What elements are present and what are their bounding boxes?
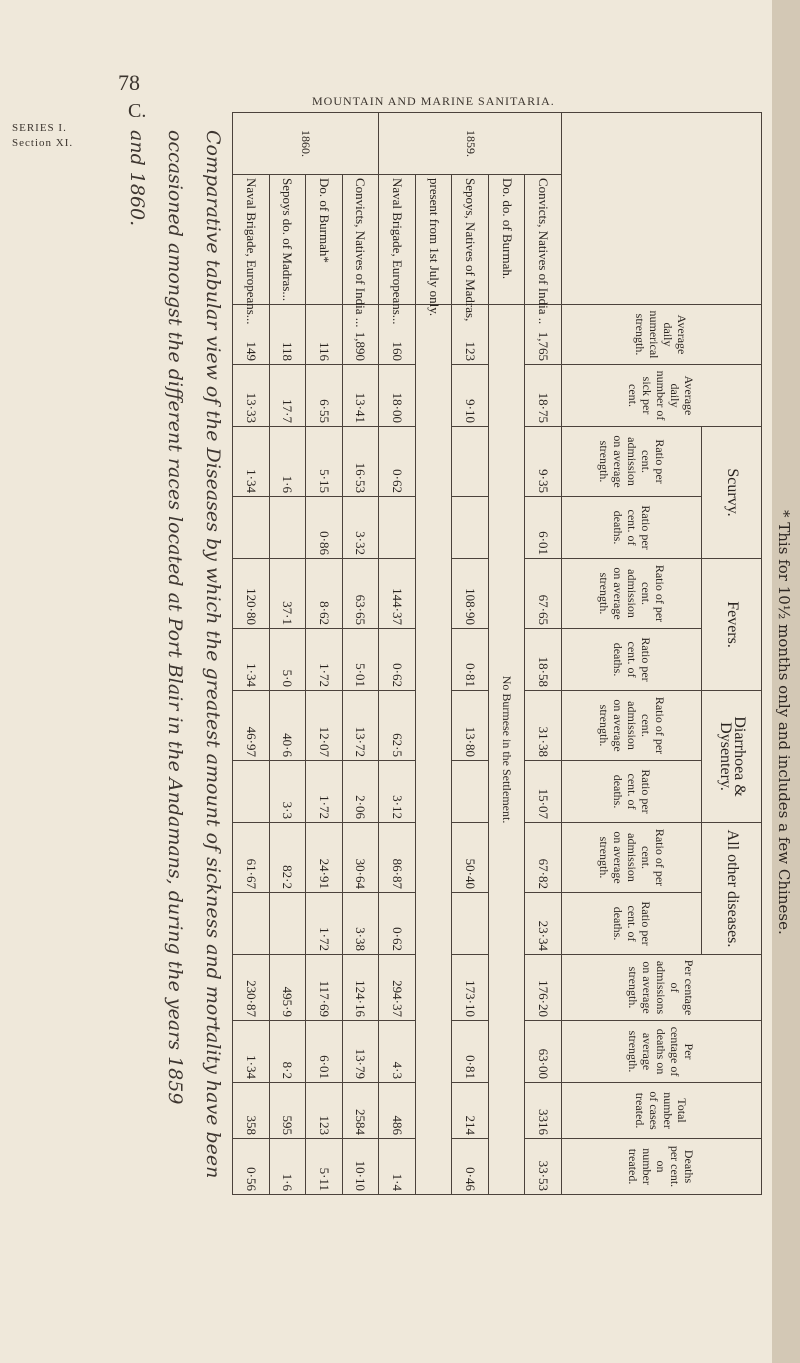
group-fevers: Fevers.: [702, 559, 762, 691]
title-line-2: occasioned amongst the different races located at Port Blair in the Andamans, during the years 1859: [164, 130, 186, 1105]
cell-scurvy-adm: 0·62: [379, 427, 416, 497]
cell-other-adm: 30·64: [342, 823, 379, 893]
cell-diarr-adm: 13·80: [452, 691, 489, 761]
cell-scurvy-dth: [269, 497, 306, 559]
cell-fevers-dth: 5·0: [269, 629, 306, 691]
cell-other-adm: 86·87: [379, 823, 416, 893]
cell-fevers-adm: 67·65: [525, 559, 562, 629]
title-line-3: and 1860.: [126, 130, 148, 227]
cell-diarr-dth: [233, 761, 270, 823]
cell-deaths: 5·11: [306, 1139, 343, 1195]
cell-total-adm: 173·10: [452, 955, 489, 1021]
cell-fevers-adm: 63·65: [342, 559, 379, 629]
cell-deaths: 0·46: [452, 1139, 489, 1195]
cell-diarr-adm: 40·6: [269, 691, 306, 761]
col-fevers-adm: Ratio of per cent. admission on average strength.: [561, 559, 701, 629]
cell-total-dth: 13·79: [342, 1021, 379, 1083]
cell-strength: 1,765: [525, 305, 562, 365]
cell-total-cases: 595: [269, 1083, 306, 1139]
cell-diarr-adm: 46·97: [233, 691, 270, 761]
cell-total-cases: 2584: [342, 1083, 379, 1139]
table-row: [342, 113, 379, 1195]
table-row: [415, 113, 452, 1195]
table-row: [488, 113, 525, 1195]
row-label: Sepoys, Natives of Madras,: [452, 175, 489, 305]
col-fevers-dth: Ratio per cent. of deaths.: [561, 629, 701, 691]
cell-other-adm: 24·91: [306, 823, 343, 893]
title-line-1: Comparative tabular view of the Diseases by which the greatest amount of sickness and mortality have been: [202, 130, 224, 1179]
group-other: All other diseases.: [702, 823, 762, 955]
cell-total-adm: 176·20: [525, 955, 562, 1021]
cell-deaths: 0·56: [233, 1139, 270, 1195]
cell-sick: 13·33: [233, 365, 270, 427]
group-scurvy: Scurvy.: [702, 427, 762, 559]
col-deaths: Deaths per cent. on number treated.: [561, 1139, 761, 1195]
table-row: [306, 113, 343, 1195]
continuation-cell: [415, 305, 452, 1195]
cell-sick: 18·00: [379, 365, 416, 427]
cell-strength: 118: [269, 305, 306, 365]
row-label: Convicts, Natives of India ..: [525, 175, 562, 305]
year-1860: 1860.: [233, 113, 379, 175]
cell-fevers-adm: 8·62: [306, 559, 343, 629]
row-label: Do. do. of Burmah.: [488, 175, 525, 305]
footnote-text: * This for 10½ months only and includes a few Chinese.: [775, 510, 793, 935]
cell-scurvy-dth: [233, 497, 270, 559]
cell-scurvy-adm: [452, 427, 489, 497]
running-title: MOUNTAIN AND MARINE SANITARIA.: [312, 94, 555, 108]
cell-diarr-adm: 31·38: [525, 691, 562, 761]
year-1859: 1859.: [379, 113, 562, 175]
cell-diarr-adm: 62·5: [379, 691, 416, 761]
title-letter-visible: C.: [128, 100, 147, 122]
section-label: Section XI.: [12, 137, 74, 149]
cell-strength: 123: [452, 305, 489, 365]
cell-strength: 149: [233, 305, 270, 365]
cell-strength: 116: [306, 305, 343, 365]
cell-total-dth: 6·01: [306, 1021, 343, 1083]
cell-scurvy-adm: 1·34: [233, 427, 270, 497]
table-title: [112, 130, 224, 1179]
col-total-adm: Per centage of admissions on average strength.: [561, 955, 761, 1021]
table-row: [269, 113, 306, 1195]
cell-total-cases: 214: [452, 1083, 489, 1139]
col-scurvy-dth: Ratio per cent. of deaths.: [561, 497, 701, 559]
cell-diarr-dth: 15·07: [525, 761, 562, 823]
cell-total-adm: 495·9: [269, 955, 306, 1021]
cell-total-dth: 4·3: [379, 1021, 416, 1083]
cell-fevers-adm: 120·80: [233, 559, 270, 629]
cell-diarr-dth: 2·06: [342, 761, 379, 823]
cell-scurvy-adm: 9·35: [525, 427, 562, 497]
col-diarr-adm: Ratio of per cent. admission on average strength.: [561, 691, 701, 761]
col-sick: Average daily number of sick per cent.: [561, 365, 761, 427]
cell-scurvy-dth: 0·86: [306, 497, 343, 559]
cell-other-dth: [233, 893, 270, 955]
footnote: [770, 510, 798, 1070]
cell-fevers-dth: 0·81: [452, 629, 489, 691]
cell-total-adm: 230·87: [233, 955, 270, 1021]
cell-deaths: 1·6: [269, 1139, 306, 1195]
cell-fevers-adm: 144·37: [379, 559, 416, 629]
cell-diarr-dth: 3·12: [379, 761, 416, 823]
cell-fevers-dth: 1·34: [233, 629, 270, 691]
cell-other-adm: 82·2: [269, 823, 306, 893]
cell-sick: 6·55: [306, 365, 343, 427]
cell-total-dth: 1·34: [233, 1021, 270, 1083]
cell-fevers-adm: 108·90: [452, 559, 489, 629]
cell-sick: 9·10: [452, 365, 489, 427]
col-total-dth: Per centage of deaths on average strength.: [561, 1021, 761, 1083]
row-label: Sepoys do. of Madras...: [269, 175, 306, 305]
cell-other-adm: 50·40: [452, 823, 489, 893]
table-row: [379, 113, 416, 1195]
col-strength: Average daily numerical strength.: [561, 305, 761, 365]
cell-fevers-dth: 0·62: [379, 629, 416, 691]
cell-other-dth: [269, 893, 306, 955]
cell-scurvy-adm: 1·6: [269, 427, 306, 497]
cell-fevers-dth: 18·58: [525, 629, 562, 691]
cell-total-cases: 123: [306, 1083, 343, 1139]
cell-strength: 1,890: [342, 305, 379, 365]
cell-total-dth: 0·81: [452, 1021, 489, 1083]
cell-total-dth: 63·00: [525, 1021, 562, 1083]
cell-diarr-adm: 12·07: [306, 691, 343, 761]
cell-diarr-dth: 1·72: [306, 761, 343, 823]
cell-fevers-adm: 37·1: [269, 559, 306, 629]
cell-scurvy-dth: 3·32: [342, 497, 379, 559]
page-number: 78: [118, 70, 140, 95]
cell-scurvy-adm: 16·53: [342, 427, 379, 497]
cell-diarr-adm: 13·72: [342, 691, 379, 761]
col-other-dth: Ratio per cent. of deaths.: [561, 893, 701, 955]
cell-strength: 160: [379, 305, 416, 365]
table-row: [452, 113, 489, 1195]
cell-other-dth: [452, 893, 489, 955]
col-total-cases: Total number of cases treated.: [561, 1083, 761, 1139]
group-diarrhoea: Diarrhoea & Dysentery.: [702, 691, 762, 823]
cell-total-adm: 117·69: [306, 955, 343, 1021]
cell-sick: 18·75: [525, 365, 562, 427]
cell-other-dth: 1·72: [306, 893, 343, 955]
cell-scurvy-dth: [452, 497, 489, 559]
cell-sick: 13·41: [342, 365, 379, 427]
cell-deaths: 33·53: [525, 1139, 562, 1195]
cell-diarr-dth: 3·3: [269, 761, 306, 823]
cell-other-dth: 0·62: [379, 893, 416, 955]
series-label: SERIES I.: [12, 122, 67, 134]
statistics-table: [232, 112, 762, 1195]
cell-total-adm: 294·37: [379, 955, 416, 1021]
statistics-table-region: [232, 112, 762, 1194]
header-row-groups: [702, 113, 762, 1195]
cell-scurvy-adm: 5·15: [306, 427, 343, 497]
cell-other-dth: 3·38: [342, 893, 379, 955]
cell-fevers-dth: 5·01: [342, 629, 379, 691]
row-label: Do. of Burmah*: [306, 175, 343, 305]
cell-other-dth: 23·34: [525, 893, 562, 955]
cell-other-adm: 61·67: [233, 823, 270, 893]
cell-total-cases: 3316: [525, 1083, 562, 1139]
cell-scurvy-dth: 6·01: [525, 497, 562, 559]
cell-total-dth: 8·2: [269, 1021, 306, 1083]
row-label: Naval Brigade, Europeans...: [233, 175, 270, 305]
col-other-adm: Ratio of per cent. admission on average strength.: [561, 823, 701, 893]
col-scurvy-adm: Ratio per cent. admission on average strength.: [561, 427, 701, 497]
cell-deaths: 10·10: [342, 1139, 379, 1195]
blank-corner: [561, 113, 761, 305]
cell-total-cases: 358: [233, 1083, 270, 1139]
table-row: [525, 113, 562, 1195]
cell-diarr-dth: [452, 761, 489, 823]
cell-scurvy-dth: [379, 497, 416, 559]
cell-total-cases: 486: [379, 1083, 416, 1139]
no-burmese-note: No Burmese in the Settlement.: [488, 305, 525, 1195]
row-label: Naval Brigade, Europeans...: [379, 175, 416, 305]
row-label: Convicts, Natives of India ...: [342, 175, 379, 305]
cell-deaths: 1·4: [379, 1139, 416, 1195]
cell-sick: 17·7: [269, 365, 306, 427]
col-diarr-dth: Ratio per cent. of deaths.: [561, 761, 701, 823]
cell-total-adm: 124·16: [342, 955, 379, 1021]
table-row: [233, 113, 270, 1195]
cell-other-adm: 67·82: [525, 823, 562, 893]
row-label: present from 1st July only.: [415, 175, 452, 305]
cell-fevers-dth: 1·72: [306, 629, 343, 691]
